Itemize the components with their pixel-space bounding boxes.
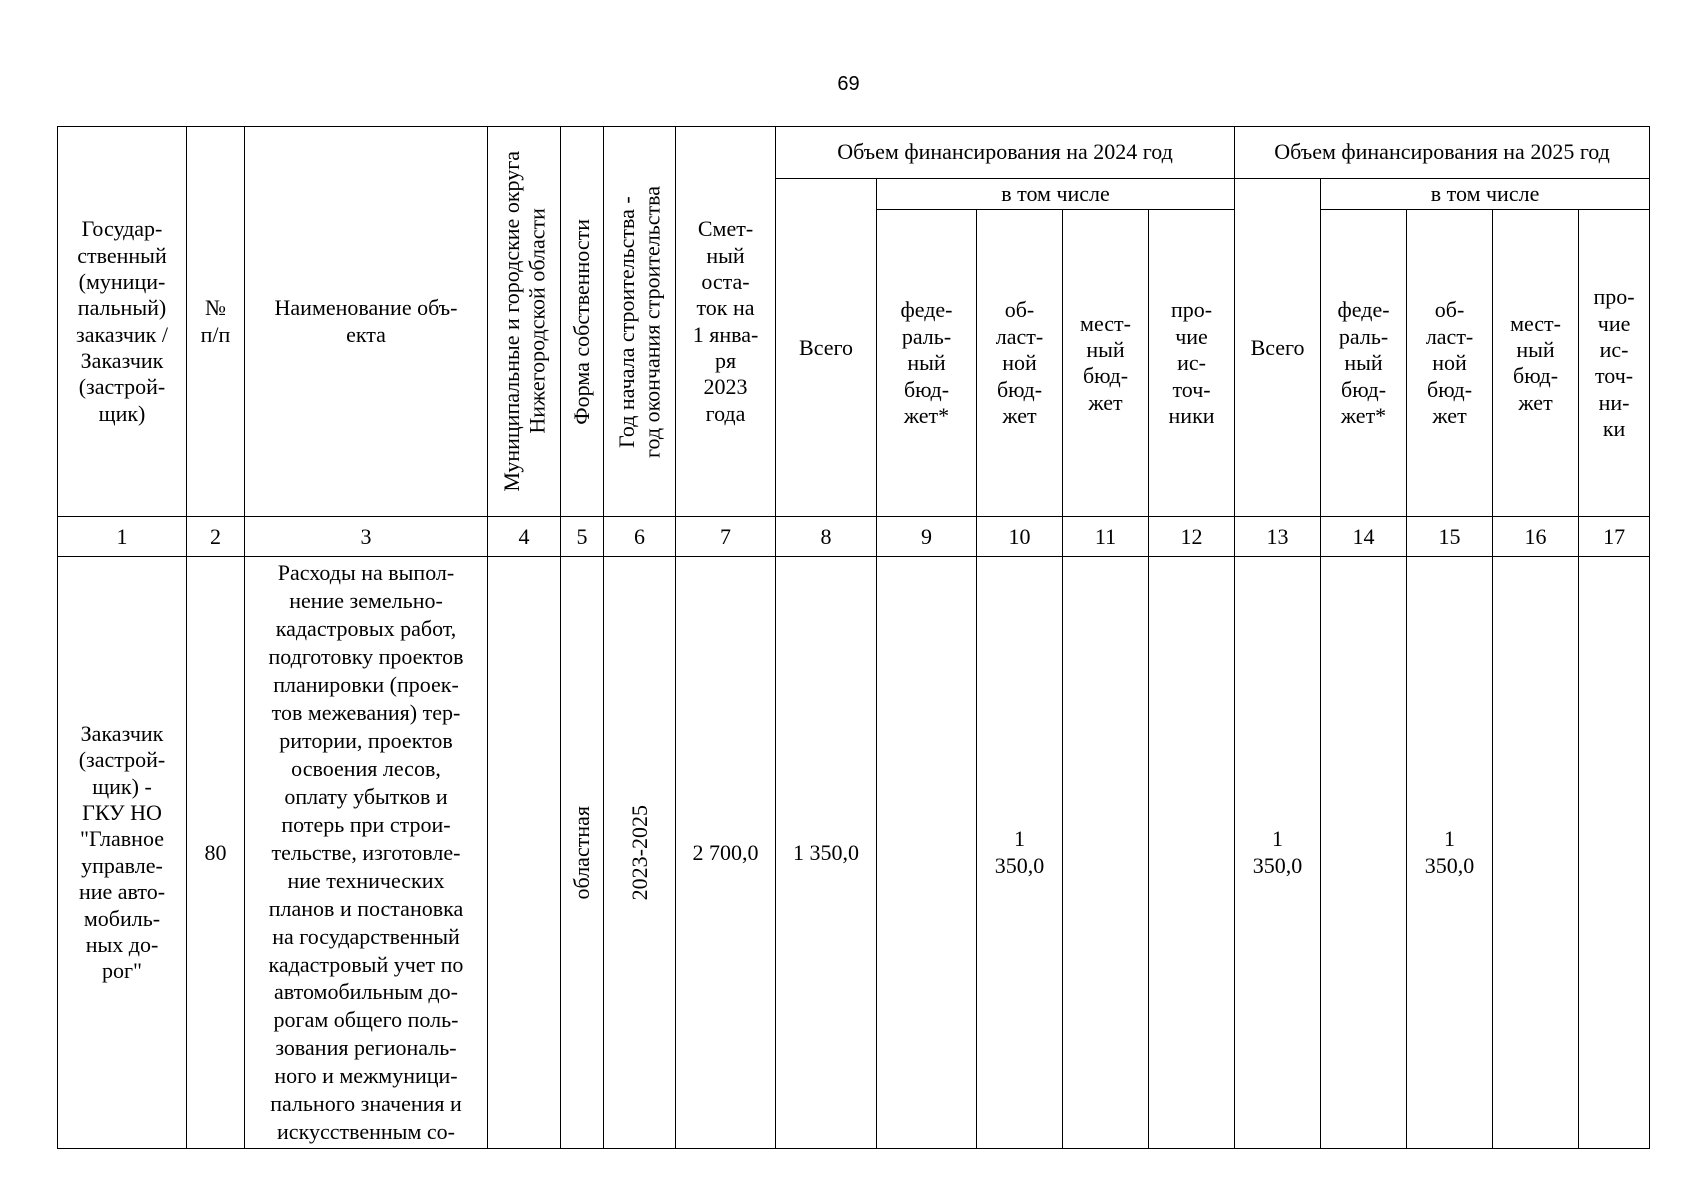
row-federal-2024 [877,557,977,1149]
row-object-name: Расходы на выпол- нение земельно- кадастровых работ, подготовку проектов планировки (проек- тов межевания) тер- ритории, проектов освоения лесов, оплату убытков и потерь при строи- тельстве, изготовле- ние технических планов и постановка на государственный кадастровый учет по автомобильным до- рогам общего поль- зования региональ- ного и межмуници- пального значения и искусственным со- [245,557,488,1149]
column-number: 17 [1579,517,1650,557]
row-ownership: областная [569,806,595,900]
column-number: 7 [676,517,776,557]
row-customer: Заказчик (застрой- щик) - ГКУ НО "Главное управле- ние авто- мобиль- ных до- рог" [58,557,187,1149]
column-number: 6 [604,517,676,557]
financing-table [57,126,1650,1149]
header-including-2025: в том числе [1321,179,1650,210]
column-number: 14 [1321,517,1407,557]
header-years: Год начала строительства - год окончания строительства [614,185,665,458]
row-years-cell [604,557,676,1149]
header-regional-2024: об- ласт- ной бюд- жет [977,210,1063,517]
row-number: 80 [187,557,245,1149]
header-number: № п/п [187,127,245,517]
row-local-2025 [1493,557,1579,1149]
column-number: 16 [1493,517,1579,557]
header-funding-2024: Объем финансирования на 2024 год [776,127,1235,179]
header-years-cell [604,127,676,517]
header-estimate: Смет- ный оста- ток на 1 янва- ря 2023 года [676,127,776,517]
column-number: 1 [58,517,187,557]
header-local-2025: мест- ный бюд- жет [1493,210,1579,517]
header-other-2024: про- чие ис- точ- ники [1149,210,1235,517]
header-regional-2025: об- ласт- ной бюд- жет [1407,210,1493,517]
row-local-2024 [1063,557,1149,1149]
column-number: 3 [245,517,488,557]
row-total-2025: 1 350,0 [1235,557,1321,1149]
column-number: 9 [877,517,977,557]
row-regional-2024: 1 350,0 [977,557,1063,1149]
header-row-1 [58,127,1650,179]
header-other-2025: про- чие ис- точ- ни- ки [1579,210,1650,517]
row-years: 2023-2025 [626,805,652,901]
column-number: 4 [488,517,561,557]
row-municipal [488,557,561,1149]
column-number: 11 [1063,517,1149,557]
row-ownership-cell [561,557,604,1149]
column-number: 13 [1235,517,1321,557]
column-number: 10 [977,517,1063,557]
column-number: 5 [561,517,604,557]
row-regional-2025: 1 350,0 [1407,557,1493,1149]
row-other-2024 [1149,557,1235,1149]
header-funding-2025: Объем финансирования на 2025 год [1235,127,1650,179]
column-number: 12 [1149,517,1235,557]
header-local-2024: мест- ный бюд- жет [1063,210,1149,517]
header-including-2024: в том числе [877,179,1235,210]
header-total-2025: Всего [1235,179,1321,517]
table-row [58,557,1650,1149]
header-customer: Государ- ственный (муници- пальный) заказчик / Заказчик (застрой- щик) [58,127,187,517]
header-ownership-cell [561,127,604,517]
header-total-2024: Всего [776,179,877,517]
column-number: 15 [1407,517,1493,557]
header-ownership: Форма собственности [569,218,595,425]
header-federal-2024: феде- раль- ный бюд- жет* [877,210,977,517]
header-federal-2025: феде- раль- ный бюд- жет* [1321,210,1407,517]
row-other-2025 [1579,557,1650,1149]
row-estimate: 2 700,0 [676,557,776,1149]
row-total-2024: 1 350,0 [776,557,877,1149]
column-number-row [58,517,1650,557]
row-federal-2025 [1321,557,1407,1149]
column-number: 8 [776,517,877,557]
header-object-name: Наименование объ- екта [245,127,488,517]
header-municipal: Муниципальные и городские округа Нижегородской области [498,151,549,493]
header-municipal-cell [488,127,561,517]
column-number: 2 [187,517,245,557]
page-number: 69 [837,73,860,95]
